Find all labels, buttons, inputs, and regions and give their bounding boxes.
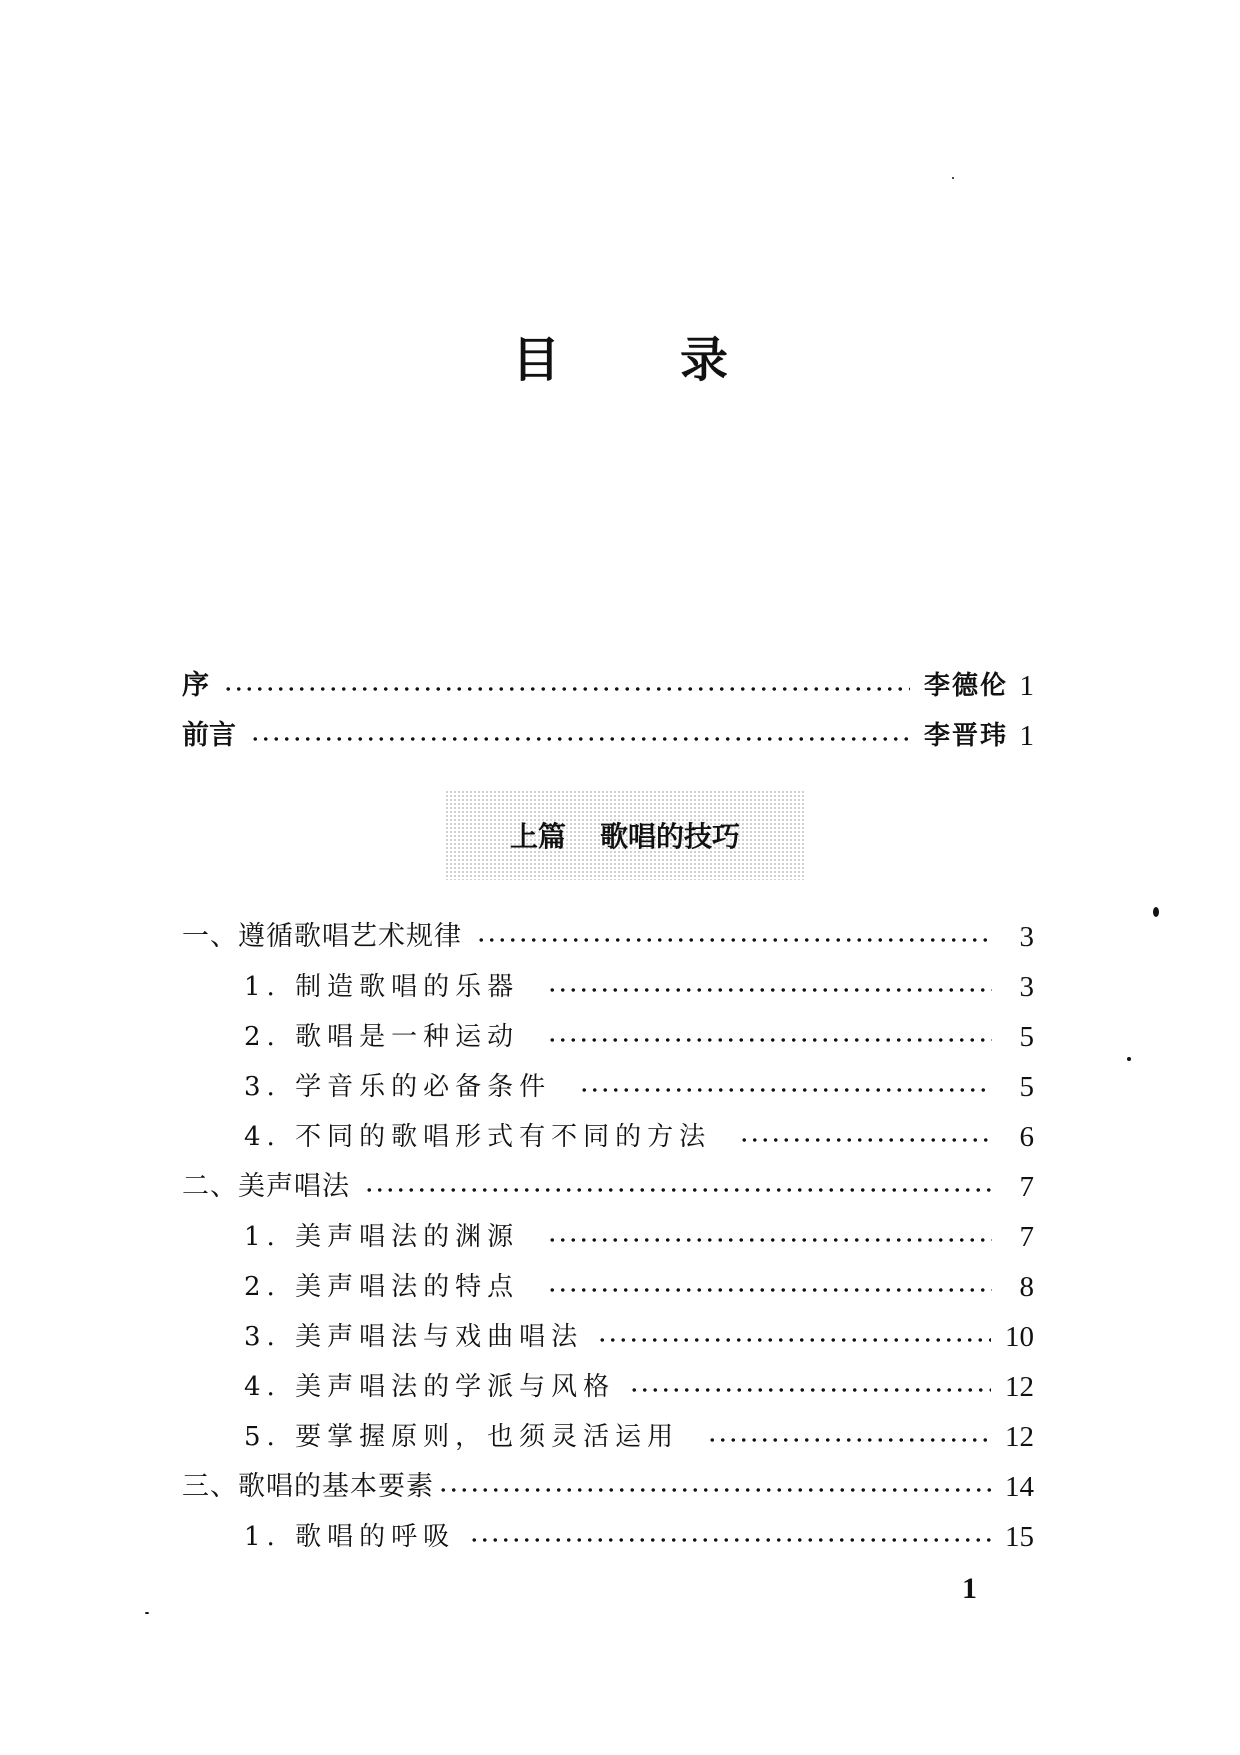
scan-speck bbox=[952, 177, 954, 179]
scan-speck bbox=[1153, 907, 1159, 917]
scan-speck bbox=[145, 1612, 149, 1614]
toc-entry-label: 二、美声唱法 bbox=[182, 1171, 350, 1202]
toc-section[interactable] bbox=[244, 1067, 1034, 1107]
dot-leader bbox=[579, 1088, 992, 1092]
page-number: 1 bbox=[962, 1572, 977, 1605]
page-title bbox=[0, 330, 1240, 390]
dot-leader bbox=[364, 1188, 992, 1192]
scan-speck bbox=[1127, 1057, 1131, 1061]
toc-entry-label: 3. 学音乐的必备条件 bbox=[244, 1072, 552, 1102]
toc-entry-page: 12 bbox=[1005, 1371, 1034, 1403]
dot-leader bbox=[707, 1438, 991, 1442]
dot-leader bbox=[629, 1388, 991, 1392]
dot-leader bbox=[469, 1538, 991, 1542]
toc-section[interactable] bbox=[244, 1367, 1034, 1407]
toc-entry-page: 14 bbox=[1005, 1471, 1034, 1503]
dot-leader bbox=[223, 687, 910, 691]
toc-entry-page: 3 bbox=[1019, 971, 1034, 1003]
toc-section[interactable] bbox=[244, 967, 1034, 1007]
toc-section[interactable] bbox=[244, 1217, 1034, 1257]
toc-section[interactable] bbox=[244, 1517, 1034, 1557]
toc-entry-page: 1 bbox=[1019, 670, 1034, 702]
toc-entry-label: 1. 制造歌唱的乐器 bbox=[244, 972, 520, 1002]
toc-entry-page: 12 bbox=[1005, 1421, 1034, 1453]
toc-section[interactable] bbox=[244, 1017, 1034, 1057]
toc-entry-page: 7 bbox=[1019, 1171, 1034, 1203]
toc-entry-page: 10 bbox=[1005, 1321, 1034, 1353]
toc-section[interactable] bbox=[244, 1317, 1034, 1357]
toc-entry-label: 3. 美声唱法与戏曲唱法 bbox=[244, 1322, 584, 1352]
toc-chapter[interactable] bbox=[182, 917, 1034, 957]
toc-entry-label: 1. 歌唱的呼吸 bbox=[244, 1522, 456, 1552]
toc-entry-author: 李德伦 bbox=[923, 671, 1008, 701]
toc-entry-page: 7 bbox=[1019, 1221, 1034, 1253]
dot-leader bbox=[476, 938, 992, 942]
toc-entry-label: 前言 bbox=[182, 720, 236, 751]
toc-section[interactable] bbox=[244, 1417, 1034, 1457]
toc-entry-page: 5 bbox=[1019, 1071, 1034, 1103]
part-header bbox=[445, 790, 805, 880]
toc-entry-page: 15 bbox=[1005, 1521, 1034, 1553]
part-prefix: 上篇 bbox=[509, 820, 566, 853]
toc-entry-label: 4. 美声唱法的学派与风格 bbox=[244, 1372, 616, 1402]
toc-entry-author: 李晋玮 bbox=[923, 721, 1008, 751]
toc-entry-label: 4. 不同的歌唱形式有不同的方法 bbox=[244, 1122, 712, 1152]
dot-leader bbox=[547, 1288, 992, 1292]
dot-leader bbox=[250, 737, 910, 741]
title-char-2: 录 bbox=[680, 332, 729, 388]
toc-entry-label: 一、遵循歌唱艺术规律 bbox=[182, 921, 462, 952]
title-char-1: 目 bbox=[511, 332, 560, 388]
toc-entry-page: 6 bbox=[1019, 1121, 1034, 1153]
toc-entry-foreword[interactable] bbox=[182, 716, 1034, 756]
toc-entry-label: 5. 要掌握原则，也须灵活运用 bbox=[244, 1422, 680, 1452]
toc-entry-page: 1 bbox=[1019, 720, 1034, 752]
toc-chapter[interactable] bbox=[182, 1167, 1034, 1207]
toc-entry-label: 2. 美声唱法的特点 bbox=[244, 1272, 520, 1302]
dot-leader bbox=[438, 1488, 991, 1492]
toc-section[interactable] bbox=[244, 1117, 1034, 1157]
toc-entry-label: 1. 美声唱法的渊源 bbox=[244, 1222, 520, 1252]
toc-entry-page: 8 bbox=[1019, 1271, 1034, 1303]
dot-leader bbox=[547, 1038, 992, 1042]
dot-leader bbox=[547, 1238, 992, 1242]
dot-leader bbox=[547, 988, 992, 992]
toc-entry-label: 三、歌唱的基本要素 bbox=[182, 1471, 434, 1502]
toc-entry-label: 序 bbox=[182, 670, 209, 701]
toc-chapter[interactable] bbox=[182, 1467, 1034, 1507]
part-title: 歌唱的技巧 bbox=[600, 820, 741, 853]
toc-entry-page: 3 bbox=[1019, 921, 1034, 953]
dot-leader bbox=[597, 1338, 991, 1342]
toc-section[interactable] bbox=[244, 1267, 1034, 1307]
toc-entry-page: 5 bbox=[1019, 1021, 1034, 1053]
dot-leader bbox=[739, 1138, 992, 1142]
toc-entry-preface[interactable] bbox=[182, 666, 1034, 706]
toc-entry-label: 2. 歌唱是一种运动 bbox=[244, 1022, 520, 1052]
